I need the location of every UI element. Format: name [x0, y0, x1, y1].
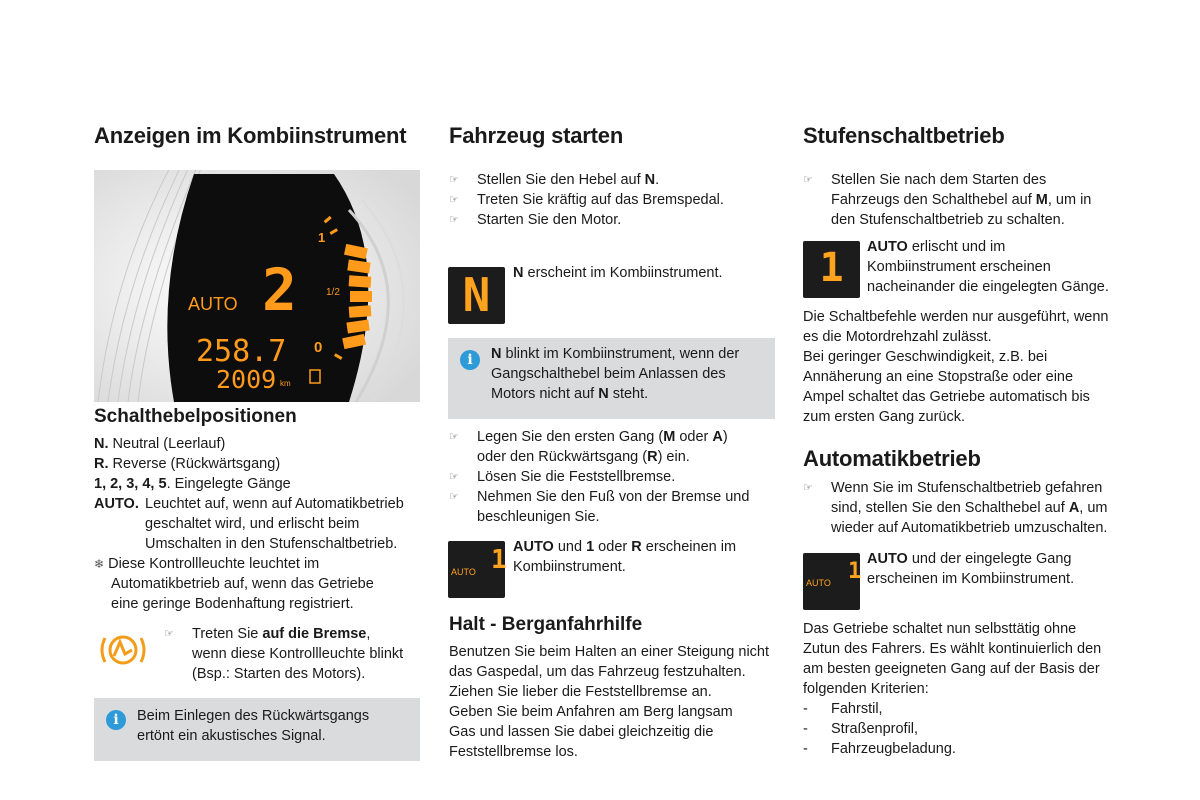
cluster-gear-digit: 2: [262, 256, 297, 324]
position-r: R. Reverse (Rückwärtsgang): [94, 456, 281, 472]
cluster-trip: 258.7: [196, 334, 287, 369]
position-gears: 1, 2, 3, 4, 5. Eingelegte Gänge: [94, 476, 291, 492]
section-title-positions: Schalthebelpositionen: [94, 406, 297, 427]
page-title-cluster: Anzeigen im Kombiinstrument: [94, 123, 407, 148]
cluster-odometer-unit: km: [280, 379, 291, 388]
page-title-manual: Stufenschaltbetrieb: [803, 123, 1005, 148]
criteria-item: - Fahrzeugbeladung.: [803, 741, 956, 757]
criteria-item: - Fahrstil,: [803, 701, 883, 717]
cluster-scale-half: 1/2: [326, 287, 340, 298]
manual-paragraph: Die Schaltbefehle werden nur ausgeführt, wenn es die Motordrehzahl zulässt. Bei geringer Geschwindigkeit, z.B. bei Annäherung an eine Stopstraße oder eine Ampel schaltet das Getriebe automatisch bis zum ersten Gang zurück.: [803, 309, 1109, 425]
info-box-reverse: i Beim Einlegen des Rückwärtsgangs ertönt ein akustisches Signal.: [94, 698, 420, 761]
cluster-odometer: 2009: [216, 365, 277, 394]
display-auto-gear: AUTO 1: [803, 553, 860, 610]
display-neutral: N: [448, 267, 505, 324]
warning-note: ❄ Diese Kontrollleuchte leuchtet im: [94, 556, 320, 572]
info-icon: i: [460, 350, 480, 370]
position-auto: AUTO. Leuchtet auf, wenn auf Automatikbetrieb: [94, 496, 404, 512]
info-icon: i: [106, 710, 126, 730]
cluster-scale-1: 1: [318, 230, 326, 245]
page-title-start: Fahrzeug starten: [449, 123, 624, 148]
display-gear-1: 1: [803, 241, 860, 298]
positions-list: N. Neutral (Leerlauf) R. Reverse (Rückwärtsgang) 1, 2, 3, 4, 5. Eingelegte Gänge AUTO. Leuchtet auf, wenn auf Automatikbetrieb geschaltet wird, und erlischt beim Umschalten in den Stufenschaltbetrieb. ❄ Diese Kontrollleuchte leuchtet im Automatikbetrieb auf, wenn das Getriebe eine geringe Bodenhaftung registriert.: [94, 434, 424, 614]
neutral-display-note: N erscheint im Kombiinstrument.: [513, 265, 723, 281]
instrument-cluster-image: [94, 170, 420, 402]
criteria-item: - Straßenprofil,: [803, 721, 919, 737]
display-auto-1: AUTO 1: [448, 541, 505, 598]
cluster-scale-0: 0: [314, 339, 323, 356]
cluster-auto-label: AUTO: [188, 294, 238, 314]
info-box-neutral: i N blinkt im Kombiinstrument, wenn der Gangschalthebel beim Anlassen des Motors nicht auf N steht.: [448, 338, 775, 419]
gear-display-note: AUTO erlischt und im Kombiinstrument erscheinen nacheinander die eingelegten Gänge.: [867, 239, 1109, 295]
page-title-automatic: Automatikbetrieb: [803, 446, 981, 471]
snowflake-icon: ❄: [94, 557, 105, 571]
automatic-paragraph: Das Getriebe schaltet nun selbsttätig ohne Zutun des Fahrers. Es wählt kontinuierlich den am besten geeigneten Gang auf der Basis der folgenden Kriterien:: [803, 621, 1102, 697]
hill-hold-text: Benutzen Sie beim Halten an einer Steigung nicht das Gaspedal, um das Fahrzeug festzuhalten. Ziehen Sie lieber die Feststellbremse an. Geben Sie beim Anfahren am Berg langsam Gas und lassen Sie dabei gleichzeitig die Feststellbremse los.: [449, 644, 770, 760]
auto-gear-note: AUTO und der eingelegte Gang erscheinen im Kombiinstrument.: [867, 551, 1075, 587]
section-title-hill-hold: Halt - Berganfahrhilfe: [449, 614, 643, 635]
auto-display-note: AUTO und 1 oder R erscheinen im Kombiinstrument.: [513, 539, 737, 575]
position-n: N. Neutral (Leerlauf): [94, 436, 226, 452]
brake-warning-icon: [98, 630, 148, 670]
